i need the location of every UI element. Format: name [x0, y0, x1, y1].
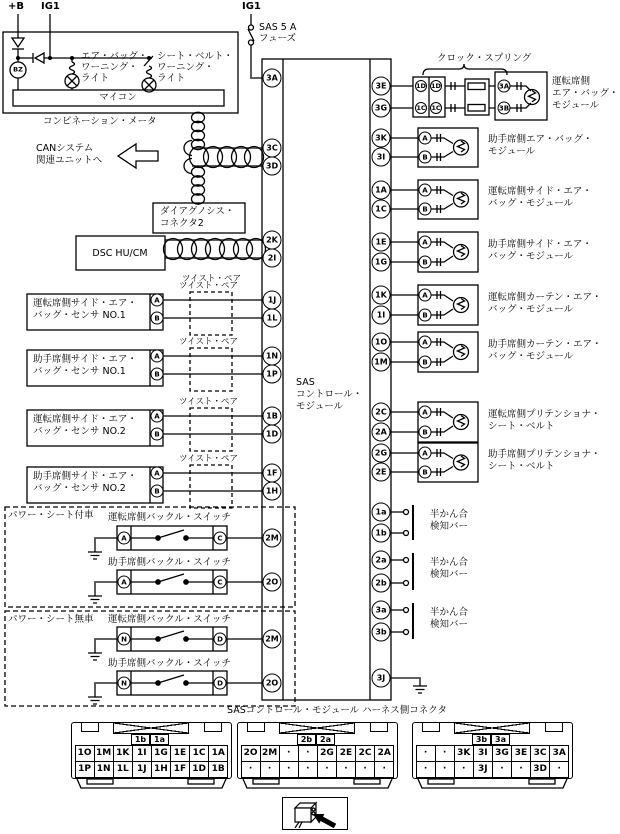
- pin-cell: 1E: [170, 745, 190, 762]
- driver-airbag-pin-3b: 3B: [498, 102, 511, 115]
- pin-cell: ·: [416, 745, 436, 762]
- pin-cell: 1M: [94, 745, 114, 762]
- squib2-pin-a: A: [419, 184, 432, 197]
- pin-cell: ·: [355, 761, 375, 778]
- pin-cell: ·: [241, 761, 261, 778]
- connector1-grid: [75, 745, 228, 777]
- pin-cell: ·: [298, 761, 318, 778]
- connector3-top-cell-3a: 3a: [491, 734, 510, 745]
- terminal-right-1G: 1G: [372, 253, 391, 272]
- power-seat-dashed-boxes: [5, 507, 295, 706]
- connector2-left-hook: [247, 722, 265, 732]
- terminal-left-2I: 2I: [263, 249, 282, 268]
- pin-cell: ·: [454, 761, 474, 778]
- sensor3-pin-b: B: [151, 428, 164, 441]
- sensor4-label-2: バッグ・センサ NO.2: [33, 483, 126, 494]
- fuse-label-1: SAS 5 A: [259, 22, 297, 33]
- connector2-grid: [241, 745, 394, 777]
- pin-cell: 1F: [170, 761, 190, 778]
- squib7-pin-b: B: [419, 466, 432, 479]
- detect2-label-2: 検知バー: [430, 569, 469, 580]
- twisted-pair-label-2: ツイスト・ペア: [179, 337, 238, 347]
- terminal-left-2M-2: 2M: [263, 630, 282, 649]
- detect2-label-1: 半かん合: [430, 557, 469, 568]
- squib5-label-2: バッグ・モジュール: [488, 351, 574, 362]
- connector1-right-hook: [204, 722, 222, 732]
- detect1-label-1: 半かん合: [430, 509, 469, 520]
- squib4-label-2: バッグ・モジュール: [488, 304, 574, 315]
- pin-cell: 3C: [530, 745, 550, 762]
- pin-cell: 2A: [374, 745, 394, 762]
- pin-cell: 1A: [208, 745, 228, 762]
- sensor2-pin-a: A: [151, 350, 164, 363]
- twisted-pair-label-1: ツイスト・ペア: [179, 281, 238, 291]
- squib6-label-1: 運転席側プリテンショナ・: [488, 409, 601, 420]
- pin-cell: 1N: [94, 761, 114, 778]
- squib3-pin-b: B: [419, 256, 432, 269]
- terminal-right-3J: 3J: [372, 669, 391, 688]
- can-arrow-icon: [118, 144, 158, 168]
- diode-icon: [12, 38, 24, 49]
- terminal-right-1M: 1M: [372, 353, 391, 372]
- terminal-left-1F: 1F: [263, 464, 282, 483]
- clock-spring-label: クロック・スプリング: [437, 53, 532, 64]
- squib7-label-2: シート・ベルト: [488, 461, 555, 472]
- sensor1-label-1: 運転席側サイド・エア・: [33, 298, 137, 309]
- driver-airbag-label-2: エア・バッグ・: [552, 88, 619, 99]
- terminal-right-2a: 2a: [372, 551, 391, 570]
- connector-skirts: [77, 779, 567, 788]
- driver-airbag-label-3: モジュール: [552, 100, 600, 111]
- pin-cell: ·: [511, 761, 531, 778]
- buckle2-pin-a: A: [118, 576, 131, 589]
- passenger-buckle-label-1: 助手席側バックル・スイッチ: [108, 557, 231, 568]
- pin-cell: ·: [374, 761, 394, 778]
- terminal-right-2G: 2G: [372, 444, 391, 463]
- ig1-right-label: IG1: [242, 1, 261, 12]
- buzzer-label: BZ: [13, 65, 23, 74]
- connector1-left-hook: [81, 722, 99, 732]
- terminal-left-3D: 3D: [263, 157, 282, 176]
- diagram-shapes: [3, 25, 567, 788]
- connector-view-icon: [283, 798, 346, 828]
- terminal-right-1A: 1A: [372, 181, 391, 200]
- terminal-right-1O: 1O: [372, 333, 391, 352]
- module-label-2: コントロール・: [296, 389, 363, 400]
- terminal-left-3A: 3A: [263, 69, 282, 88]
- fuse-icon: [248, 25, 254, 45]
- pin-cell: ·: [279, 761, 299, 778]
- airbag-lamp-label-1: エア・バッグ・: [81, 51, 148, 62]
- terminal-left-3C: 3C: [263, 139, 282, 158]
- terminal-left-1D: 1D: [263, 425, 282, 444]
- squib6-label-2: シート・ベルト: [488, 421, 555, 432]
- cs-pin-1c-1: 1C: [416, 104, 426, 112]
- pin-cell: 2M: [260, 745, 280, 762]
- sensor2-label-2: バッグ・センサ NO.1: [33, 366, 126, 377]
- buckle1-pin-a: A: [118, 532, 131, 545]
- detection-bars: [404, 505, 414, 639]
- module-label-3: モジュール: [296, 401, 344, 412]
- fuse-label-2: フューズ: [259, 33, 297, 44]
- connector1-top-cell-1b: 1b: [131, 734, 150, 745]
- combination-meter-label: コンビネーション・メータ: [43, 116, 157, 127]
- squib7-label-1: 助手席側プリテンショナ・: [488, 449, 601, 460]
- airbag-lamp-label-3: ライト: [81, 73, 110, 84]
- module-label-1: SAS: [296, 377, 315, 388]
- pin-cell: 3A: [549, 745, 569, 762]
- squib2-pin-b: B: [419, 203, 432, 216]
- diode-left-icon: [33, 53, 44, 63]
- seatbelt-lamp-label-3: ライト: [157, 73, 186, 84]
- sensor2-label-1: 助手席側サイド・エア・: [33, 354, 137, 365]
- terminal-right-2C: 2C: [372, 403, 391, 422]
- terminal-right-2A: 2A: [372, 423, 391, 442]
- airbag-lamp-icon: [65, 62, 79, 88]
- cs-pin-1d-2: 1D: [431, 82, 441, 90]
- squib4-pin-a: A: [419, 289, 432, 302]
- power-seat-with-label: パワー・シート付車: [8, 510, 94, 521]
- squib6-pin-a: A: [419, 406, 432, 419]
- pin-cell: 2C: [355, 745, 375, 762]
- squib7-pin-a: A: [419, 447, 432, 460]
- cs-pin-1c-2: 1C: [431, 104, 441, 112]
- pin-cell: 2E: [336, 745, 356, 762]
- airbag-lamp-label-2: ワーニング・: [81, 62, 138, 73]
- squib3-label-1: 助手席側サイド・エア・: [488, 239, 592, 250]
- sensor2-pin-b: B: [151, 368, 164, 381]
- detect3-label-2: 検知バー: [430, 619, 469, 630]
- pin-cell: 1I: [132, 745, 152, 762]
- can-label-2: 関連ユニットへ: [36, 155, 103, 166]
- driver-airbag-pin-3a: 3A: [498, 80, 511, 93]
- terminal-left-1N: 1N: [263, 347, 282, 366]
- squib1-label-2: モジュール: [488, 146, 536, 157]
- squib1-pin-a: A: [419, 132, 432, 145]
- pin-cell: 1K: [113, 745, 133, 762]
- terminal-left-1B: 1B: [263, 407, 282, 426]
- diag-label-1: ダイアグノシス・: [160, 206, 235, 217]
- sensor3-label-1: 運転席側サイド・エア・: [33, 414, 137, 425]
- pin-cell: ·: [298, 745, 318, 762]
- connector1-lock: [113, 722, 189, 734]
- sensor1-pin-a: A: [151, 294, 164, 307]
- terminal-right-1C: 1C: [372, 200, 391, 219]
- pin-cell: ·: [492, 761, 512, 778]
- pin-cell: 1C: [189, 745, 209, 762]
- connector3-right-hook: [545, 722, 563, 732]
- squib2-label-2: バッグ・モジュール: [488, 198, 574, 209]
- pin-cell: 1P: [75, 761, 95, 778]
- terminal-right-3a: 3a: [372, 601, 391, 620]
- terminal-right-3G: 3G: [372, 99, 391, 118]
- harness-connector-3: [412, 722, 573, 779]
- pin-cell: 2O: [241, 745, 261, 762]
- harness-connector-2: [237, 722, 398, 779]
- pin-cell: 1L: [113, 761, 133, 778]
- buckle3-pin-n: N: [118, 633, 131, 646]
- terminal-left-1H: 1H: [263, 482, 282, 501]
- detect3-label-1: 半かん合: [430, 607, 469, 618]
- squib6-pin-b: B: [419, 426, 432, 439]
- driver-buckle-label-1: 運転席側バックル・スイッチ: [108, 512, 231, 523]
- pin-cell: 1D: [189, 761, 209, 778]
- connector1-top-cell-1a: 1a: [150, 734, 169, 745]
- connector3-grid: [416, 745, 569, 777]
- squib3-pin-a: A: [419, 236, 432, 249]
- micom-label: マイコン: [99, 92, 137, 103]
- buckle4-pin-n: N: [118, 677, 131, 690]
- pin-cell: 1G: [151, 745, 171, 762]
- seatbelt-lamp-label-1: シート・ベルト・: [157, 51, 234, 62]
- sensor3-label-2: バッグ・センサ NO.2: [33, 426, 126, 437]
- terminal-right-2E: 2E: [372, 463, 391, 482]
- pin-cell: ·: [336, 761, 356, 778]
- twisted-pair-label-3: ツイスト・ペア: [179, 397, 238, 407]
- pin-cell: ·: [260, 761, 280, 778]
- pin-cell: 3J: [473, 761, 493, 778]
- twisted-pair-label-dsc: ツイスト・ペア: [182, 274, 241, 284]
- terminal-right-3b: 3b: [372, 623, 391, 642]
- buckle3-pin-d: D: [214, 633, 227, 646]
- connector3-top-cell-3b: 3b: [472, 734, 491, 745]
- sensor1-pin-b: B: [151, 312, 164, 325]
- terminal-right-3K: 3K: [372, 129, 391, 148]
- pin-cell: ·: [435, 761, 455, 778]
- terminal-left-1P: 1P: [263, 365, 282, 384]
- terminal-left-2O-2: 2O: [263, 674, 282, 693]
- sensor4-label-1: 助手席側サイド・エア・: [33, 471, 137, 482]
- squib4-label-1: 運転席側カーテン・エア・: [488, 292, 602, 303]
- harness-connector-heading: SASコントロール・モジュール ハーネス側コネクタ: [226, 705, 448, 716]
- squib5-label-1: 助手席側カーテン・エア・: [488, 339, 602, 350]
- terminal-right-1a: 1a: [372, 503, 391, 522]
- pin-cell: ·: [317, 761, 337, 778]
- pin-cell: 1B: [208, 761, 228, 778]
- terminal-left-1J: 1J: [263, 291, 282, 310]
- terminal-right-1I: 1I: [372, 306, 391, 325]
- connector2-lock: [279, 722, 355, 734]
- plus-b-label: +B: [8, 1, 25, 12]
- twisted-pair-coils: [164, 112, 266, 259]
- pin-cell: 3I: [473, 745, 493, 762]
- sensor1-label-2: バッグ・センサ NO.1: [33, 310, 126, 321]
- twisted-pair-label-4: ツイスト・ペア: [179, 454, 238, 464]
- pin-cell: 3E: [511, 745, 531, 762]
- terminal-left-2M-1: 2M: [263, 529, 282, 548]
- diag-label-2: コネクタ2: [160, 218, 204, 229]
- squib5-pin-a: A: [419, 336, 432, 349]
- pin-cell: 3G: [492, 745, 512, 762]
- connector2-top-cell-2b: 2b: [297, 734, 316, 745]
- view-arrow-icon: [313, 814, 336, 828]
- terminal-right-1K: 1K: [372, 286, 391, 305]
- terminal-left-2O-1: 2O: [263, 573, 282, 592]
- ig1-left-label: IG1: [41, 1, 60, 12]
- buckle2-pin-c: C: [214, 576, 227, 589]
- dsc-label: DSC HU/CM: [92, 248, 148, 259]
- connector2-top-cell-2a: 2a: [316, 734, 335, 745]
- pin-cell: 1H: [151, 761, 171, 778]
- driver-airbag-label-1: 運転席側: [552, 76, 591, 87]
- squib3-label-2: バッグ・モジュール: [488, 251, 574, 262]
- pin-cell: ·: [435, 745, 455, 762]
- squib1-pin-b: B: [419, 151, 432, 164]
- terminal-left-1L: 1L: [263, 309, 282, 328]
- connector2-right-hook: [370, 722, 388, 732]
- pin-cell: 3K: [454, 745, 474, 762]
- terminal-right-3E: 3E: [372, 77, 391, 96]
- power-seat-without-label: パワー・シート無車: [8, 614, 94, 625]
- pin-cell: ·: [416, 761, 436, 778]
- sensor3-pin-a: A: [151, 410, 164, 423]
- seatbelt-lamp-label-2: ワーニング・: [157, 62, 214, 73]
- squib2-label-1: 運転席側サイド・エア・: [488, 186, 592, 197]
- terminal-right-1b: 1b: [372, 524, 391, 543]
- pin-cell: ·: [549, 761, 569, 778]
- connector-view-icon-box: [282, 797, 348, 830]
- pin-cell: 2G: [317, 745, 337, 762]
- terminal-right-3I: 3I: [372, 148, 391, 167]
- sensor4-pin-a: A: [151, 467, 164, 480]
- pin-cell: 1O: [75, 745, 95, 762]
- squib1-label-1: 助手席側エア・バッグ・: [488, 134, 593, 145]
- terminal-left-2K: 2K: [263, 231, 282, 250]
- buckle1-pin-c: C: [214, 532, 227, 545]
- passenger-buckle-label-2: 助手席側バックル・スイッチ: [108, 658, 231, 669]
- sensor4-pin-b: B: [151, 485, 164, 498]
- harness-connector-1: [71, 722, 232, 779]
- terminal-right-2b: 2b: [372, 574, 391, 593]
- driver-buckle-label-2: 運転席側バックル・スイッチ: [108, 614, 231, 625]
- pin-cell: 3D: [530, 761, 550, 778]
- detect1-label-2: 検知バー: [430, 521, 469, 532]
- connector3-lock: [454, 722, 530, 734]
- terminal-right-1E: 1E: [372, 233, 391, 252]
- squib4-pin-b: B: [419, 309, 432, 322]
- cs-pin-1d-1: 1D: [416, 82, 426, 90]
- squib5-pin-b: B: [419, 356, 432, 369]
- buckle4-pin-d: D: [214, 677, 227, 690]
- pin-cell: 1J: [132, 761, 152, 778]
- connector3-left-hook: [422, 722, 440, 732]
- pin-cell: ·: [279, 745, 299, 762]
- can-label-1: CANシステム: [36, 143, 94, 154]
